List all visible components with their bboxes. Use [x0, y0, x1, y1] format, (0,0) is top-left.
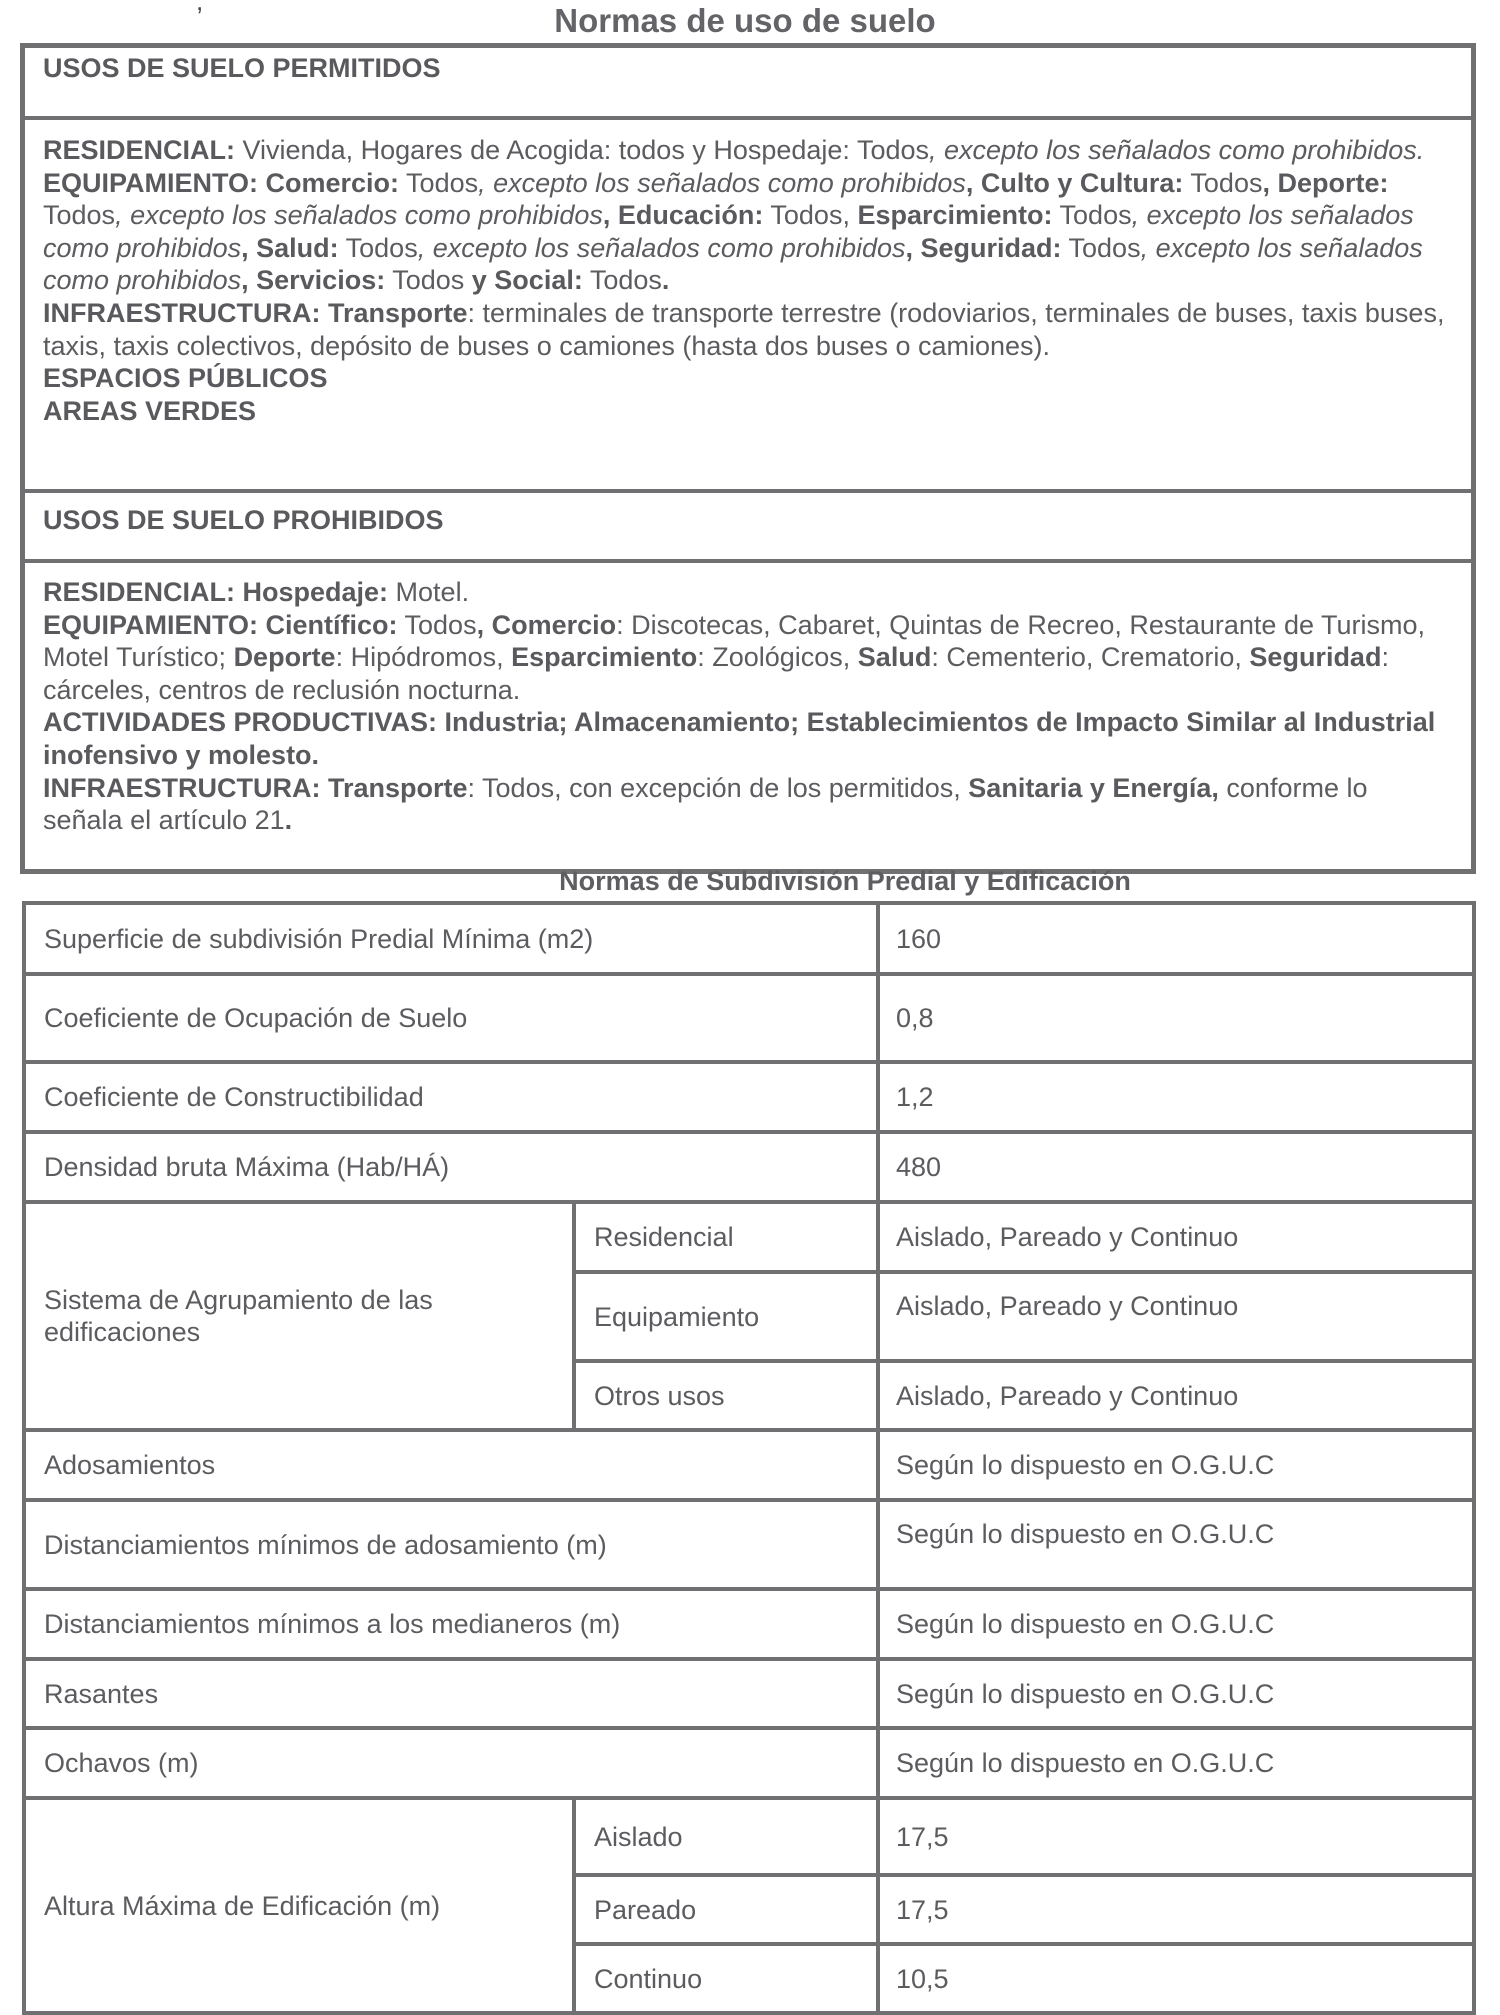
row-label: Coeficiente de Constructibilidad	[24, 1062, 878, 1132]
row-value: Aislado, Pareado y Continuo	[878, 1361, 1474, 1430]
row-label: Superficie de subdivisión Predial Mínima (m2)	[24, 903, 878, 974]
table-row	[24, 1500, 1474, 1589]
row-value: 10,5	[878, 1944, 1474, 2013]
sub-label: Pareado	[574, 1875, 878, 1944]
sub-label: Otros usos	[574, 1361, 878, 1430]
table-row	[24, 1062, 1474, 1132]
row-value: 17,5	[878, 1798, 1474, 1875]
row-value: Según lo dispuesto en O.G.U.C	[878, 1500, 1474, 1589]
paragraph: RESIDENCIAL: Hospedaje: Motel.	[43, 577, 470, 607]
table-row	[24, 1132, 1474, 1202]
row-value: 480	[878, 1132, 1474, 1202]
page-fragment-text: ,	[196, 0, 204, 16]
row-label: Altura Máxima de Edificación (m)	[24, 1798, 574, 2013]
table-row	[24, 1202, 1474, 1272]
table-row	[24, 974, 1474, 1062]
subdivision-title: Normas de Subdivisión Predial y Edificación	[559, 866, 1131, 896]
row-value: Según lo dispuesto en O.G.U.C	[878, 1430, 1474, 1500]
sub-label: Equipamiento	[574, 1272, 878, 1361]
paragraph: ACTIVIDADES PRODUCTIVAS: Industria; Almacenamiento; Establecimientos de Impacto Similar al Industrial inofensivo y molesto.	[43, 707, 1436, 770]
paragraph: INFRAESTRUCTURA: Transporte: terminales de transporte terrestre (rodoviarios, terminales de buses, taxis buses, taxis, taxis colectivos, depósito de buses o camiones (hasta dos buses o camiones).	[43, 297, 1445, 361]
paragraph: INFRAESTRUCTURA: Transporte: Todos, con excepción de los permitidos, Sanitaria y Energía, conforme lo señala el artículo 21.	[43, 772, 1368, 836]
row-value: Aislado, Pareado y Continuo	[878, 1202, 1474, 1272]
sub-label: Aislado	[574, 1798, 878, 1875]
land-use-title: Normas de uso de suelo	[554, 2, 936, 39]
table-row	[24, 1798, 1474, 1875]
subdivision-table	[22, 901, 1476, 2015]
prohibited-header: USOS DE SUELO PROHIBIDOS	[43, 505, 444, 535]
paragraph: ESPACIOS PÚBLICOS	[43, 363, 328, 394]
divider	[25, 116, 1471, 120]
row-value: 0,8	[878, 974, 1474, 1062]
paragraph: RESIDENCIAL: Vivienda, Hogares de Acogida: todos y Hospedaje: Todos, excepto los señalados como prohibidos.	[43, 135, 1425, 165]
sub-label: Continuo	[574, 1944, 878, 2013]
land-use-box	[20, 43, 1476, 874]
row-value: 17,5	[878, 1875, 1474, 1944]
row-value: Según lo dispuesto en O.G.U.C	[878, 1659, 1474, 1728]
row-label: Densidad bruta Máxima (Hab/HÁ)	[24, 1132, 878, 1202]
row-value: 160	[878, 903, 1474, 974]
row-value: Según lo dispuesto en O.G.U.C	[878, 1728, 1474, 1798]
row-value: Según lo dispuesto en O.G.U.C	[878, 1589, 1474, 1659]
table-row	[24, 1589, 1474, 1659]
prohibited-body	[43, 576, 1451, 837]
paragraph: EQUIPAMIENTO: Científico: Todos, Comercio: Discotecas, Cabaret, Quintas de Recreo, Restaurante de Turismo, Motel Turístico; Deporte: Hipódromos, Esparcimiento: Zoológicos, Salud: Cementerio, Crematorio, Seguridad: cárceles, centros de reclusión nocturna.	[43, 609, 1426, 705]
row-value: 1,2	[878, 1062, 1474, 1132]
paragraph: EQUIPAMIENTO: Comercio: Todos, excepto los señalados como prohibidos, Culto y Cultura: Todos, Deporte: Todos, excepto los señalados como prohibidos, Educación: Todos, Esparcimiento: Todos, excepto los señalados como prohibidos, Salud: Todos, excepto los señalados como prohibidos, Seguridad: Todos, excepto los señalados como prohibidos, Servicios: Todos y Social: Todos.	[43, 167, 1423, 296]
table-row	[24, 903, 1474, 974]
paragraph: AREAS VERDES	[43, 395, 257, 426]
sub-label: Residencial	[574, 1202, 878, 1272]
permitted-body	[43, 134, 1451, 427]
row-value: Aislado, Pareado y Continuo	[878, 1272, 1474, 1361]
table-row	[24, 1659, 1474, 1728]
row-label: Sistema de Agrupamiento de las edificaciones	[24, 1202, 574, 1430]
row-label: Distanciamientos mínimos a los medianeros (m)	[24, 1589, 878, 1659]
divider	[25, 489, 1471, 493]
table-row	[24, 1430, 1474, 1500]
row-label: Ochavos (m)	[24, 1728, 878, 1798]
row-label: Rasantes	[24, 1659, 878, 1728]
row-label: Adosamientos	[24, 1430, 878, 1500]
row-label: Distanciamientos mínimos de adosamiento (m)	[24, 1500, 878, 1589]
table-row	[24, 1728, 1474, 1798]
divider	[25, 559, 1471, 563]
row-label: Coeficiente de Ocupación de Suelo	[24, 974, 878, 1062]
permitted-header: USOS DE SUELO PERMITIDOS	[43, 53, 441, 83]
